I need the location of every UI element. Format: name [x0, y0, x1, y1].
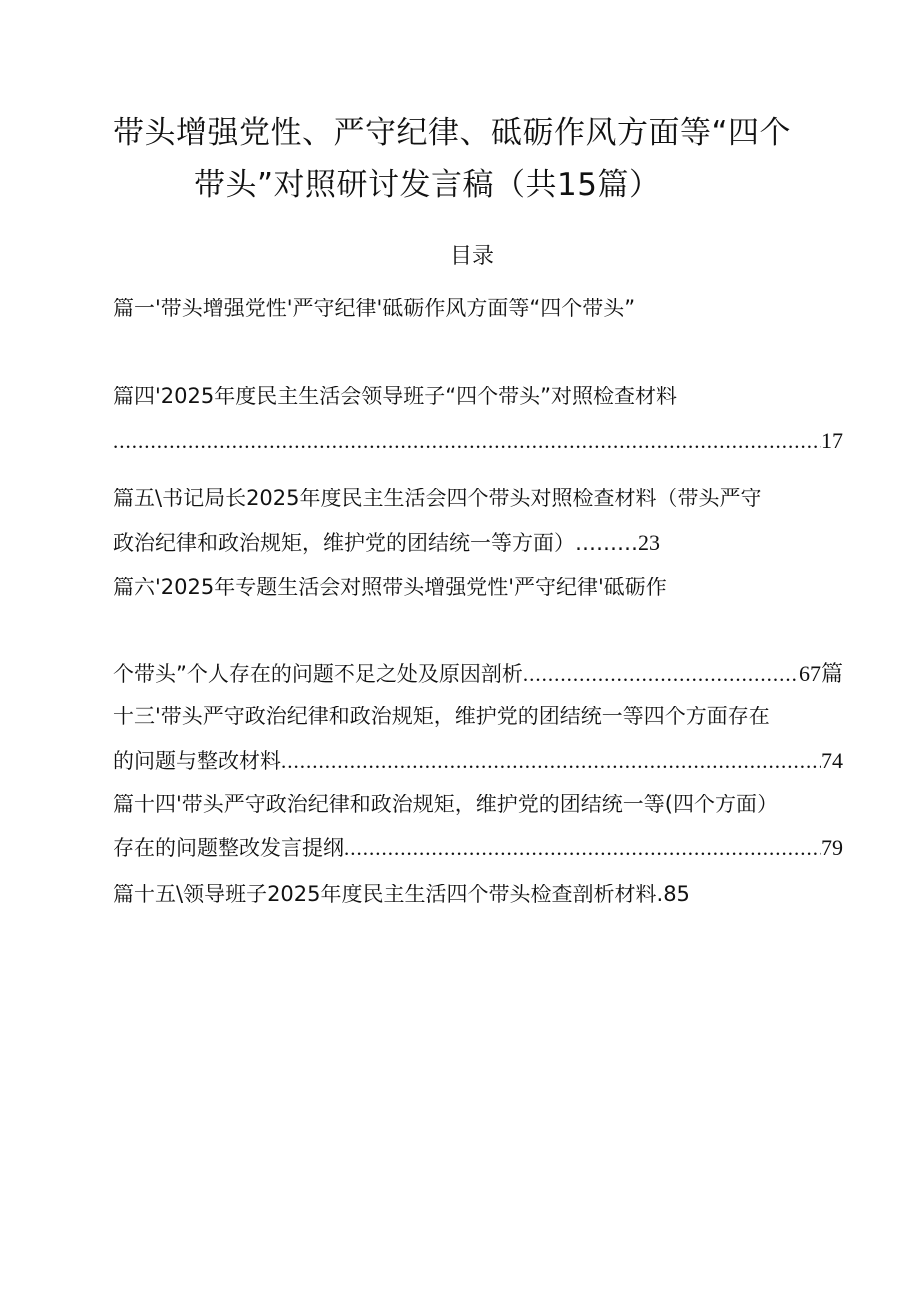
toc-entry-4[interactable]: 篇四'2025年度民主生活会领导班子“四个带头”对照检查材料 — [113, 386, 677, 407]
document-title-line-2: 带头”对照研讨发言稿（共15篇） — [194, 167, 661, 203]
toc-entry-13-line-2: 的问题与整改材料 — [113, 749, 281, 773]
toc-entry-14-page: 79 — [821, 835, 843, 860]
dot-leader — [523, 664, 799, 685]
dot-leader — [281, 751, 821, 772]
document-title-line-1: 带头增强党性、严守纪律、砥砺作风方面等“四个 — [113, 115, 792, 151]
toc-entry-5-page: 23 — [638, 530, 660, 555]
toc-entry-14-line-1[interactable]: 篇十四'带头严守政治纪律和政治规矩，维护党的团结统一等(四个方面） — [113, 794, 778, 815]
toc-heading: 目录 — [450, 244, 495, 269]
toc-entry-13-line-2-row[interactable] — [113, 750, 843, 772]
toc-entry-6-line-2-row[interactable] — [113, 663, 843, 685]
toc-entry-4-page: 17 — [821, 428, 843, 453]
toc-entry-6-line-2: 个带头”个人存在的问题不足之处及原因剖析 — [113, 662, 523, 686]
toc-entry-6-page: 67篇 — [798, 661, 843, 686]
toc-entry-5-line-1[interactable]: 篇五\书记局长2025年度民主生活会四个带头对照检查材料（带头严守 — [113, 488, 762, 509]
toc-entry-13-line-1[interactable]: 十三'带头严守政治纪律和政治规矩，维护党的团结统一等四个方面存在 — [113, 706, 770, 727]
toc-entry-5-line-2: 政治纪律和政治规矩，维护党的团结统一等方面）……… — [113, 531, 638, 555]
dot-leader — [113, 431, 821, 452]
toc-entry-1[interactable]: 篇一'带头增强党性'严守纪律'砥砺作风方面等“四个带头” — [113, 298, 636, 319]
toc-entry-13-page: 74 — [821, 748, 843, 773]
dot-leader — [344, 838, 821, 859]
toc-entry-14-line-2-row[interactable] — [113, 837, 843, 859]
toc-entry-15[interactable]: 篇十五\领导班子2025年度民主生活四个带头检查剖析材料.85 — [113, 884, 690, 905]
toc-entry-5-line-2-row[interactable] — [113, 532, 660, 554]
toc-entry-6-line-1[interactable]: 篇六'2025年专题生活会对照带头增强党性'严守纪律'砥砺作 — [113, 577, 667, 598]
toc-entry-14-line-2: 存在的问题整改发言提纲 — [113, 836, 344, 860]
toc-entry-4-leader[interactable] — [113, 430, 843, 452]
